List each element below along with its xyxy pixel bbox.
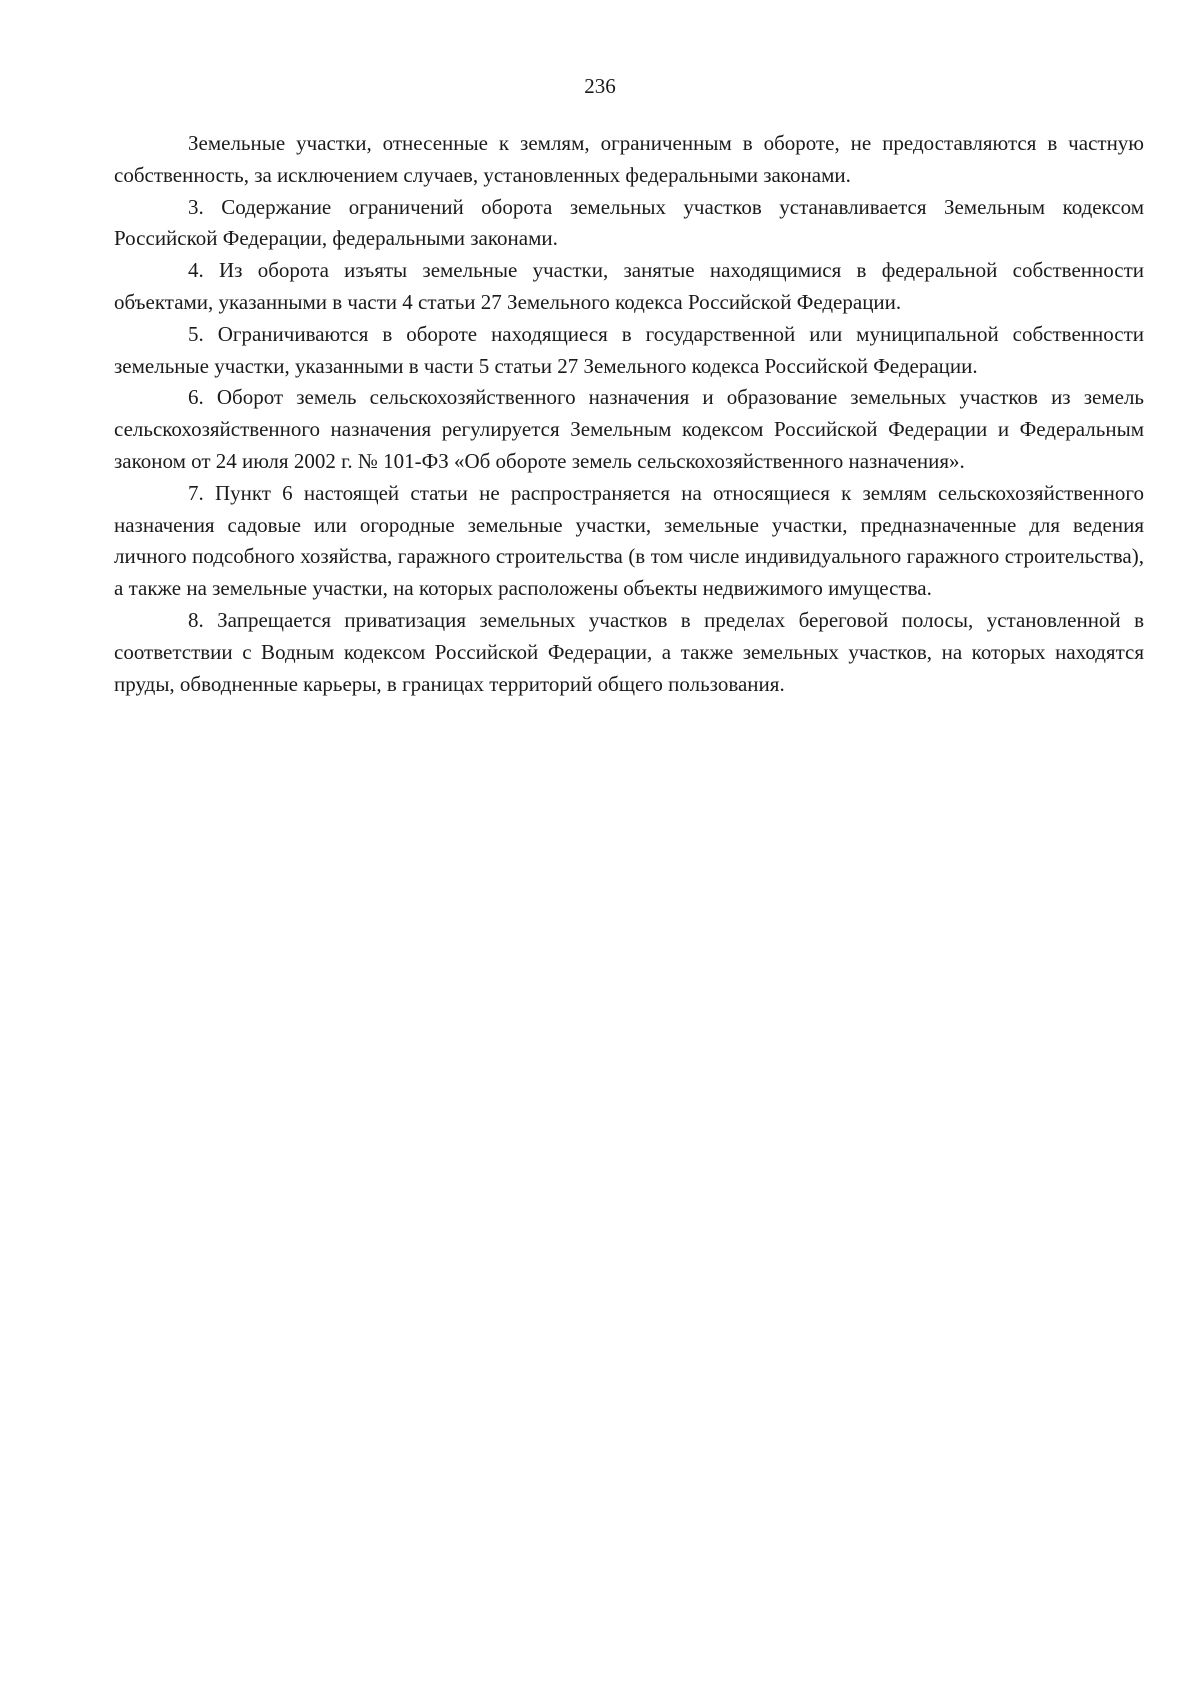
paragraph-3: 3. Содержание ограничений оборота земельных участков устанавливается Земельным кодексом Российской Федерации, федеральными законами. — [114, 194, 1144, 251]
paragraph-7: 7. Пункт 6 настоящей статьи не распространяется на относящиеся к землям сельскохозяйственного назначения садовые или огородные земельные участки, земельные участки, предназначенные для ведения личного подсобного хозяйства, гаражного строительства (в том числе индивидуального гаражного строительства), а также на земельные участки, на которых расположены объекты недвижимого имущества. — [114, 480, 1144, 601]
page-number: 236 — [584, 74, 616, 98]
paragraph-intro: Земельные участки, отнесенные к землям, ограниченным в обороте, не предоставляются в частную собственность, за исключением случаев, установленных федеральными законами. — [114, 131, 1144, 187]
paragraph-8: 8. Запрещается приватизация земельных участков в пределах береговой полосы, установленной в соответствии с Водным кодексом Российской Федерации, а также земельных участков, на которых находятся пруды, обводненные карьеры, в границах территорий общего пользования. — [114, 607, 1144, 696]
paragraph-5: 5. Ограничиваются в обороте находящиеся в государственной или муниципальной собственности земельные участки, указанными в части 5 статьи 27 Земельного кодекса Российской Федерации. — [114, 321, 1144, 378]
paragraph-6: 6. Оборот земель сельскохозяйственного назначения и образование земельных участков из земель сельскохозяйственного назначения регулируется Земельным кодексом Российской Федерации и Федеральным законом от 24 июля 2002 г. № 101-ФЗ «Об обороте земель сельскохозяйственного назначения». — [114, 385, 1144, 473]
document-body — [114, 128, 1144, 700]
paragraph-4: 4. Из оборота изъяты земельные участки, занятые находящимися в федеральной собственности объектами, указанными в части 4 статьи 27 Земельного кодекса Российской Федерации. — [114, 258, 1144, 314]
